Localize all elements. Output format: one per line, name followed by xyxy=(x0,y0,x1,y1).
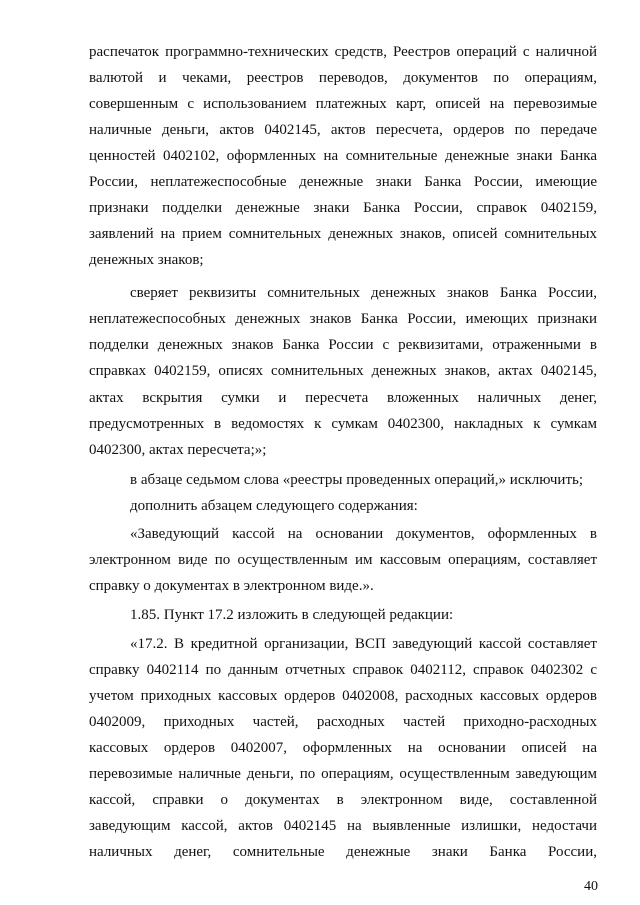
text-line: перевозимые наличные деньги, по операциям, осуществленным заведующим xyxy=(89,766,597,782)
text-line: ценностей 0402102, оформленных на сомнительные денежные знаки Банка xyxy=(89,148,597,164)
text-line: 1.85. Пункт 17.2 изложить в следующей редакции: xyxy=(130,607,454,623)
text-line: наличные деньги, актов 0402145, актов пересчета, ордеров по передаче xyxy=(89,122,597,138)
text-line: России, неплатежеспособные денежные знаки Банка России, имеющие xyxy=(89,174,597,190)
text-line: совершенным с использованием платежных карт, описей на перевозимые xyxy=(89,96,597,112)
text-line: валютой и чеками, реестров переводов, документов по операциям, xyxy=(89,70,597,86)
text-line: справках 0402159, описях сомнительных денежных знаков, актах 0402145, xyxy=(89,363,597,379)
text-line: заведующим кассой, актов 0402145 на выявленные излишки, недостачи xyxy=(89,818,597,834)
text-line: справку о документах в электронном виде.». xyxy=(89,578,374,594)
text-line: «Заведующий кассой на основании документов, оформленных в xyxy=(130,526,597,542)
text-line: «17.2. В кредитной организации, ВСП заведующий кассой составляет xyxy=(130,636,597,652)
text-line: наличных денег, сомнительные денежные знаки Банка России, xyxy=(89,844,597,860)
text-line: предусмотренных в ведомостях к сумкам 0402300, накладных к сумкам xyxy=(89,416,597,432)
text-line: кассовых ордеров 0402007, оформленных на основании описей на xyxy=(89,740,597,756)
text-line: подделки денежных знаков Банка России с реквизитами, отраженными в xyxy=(89,337,597,353)
text-line: неплатежеспособных денежных знаков Банка России, имеющих признаки xyxy=(89,311,597,327)
text-line: кассой, справки о документах в электронном виде, составленной xyxy=(89,792,597,808)
text-line: в абзаце седьмом слова «реестры проведенных операций,» исключить; xyxy=(130,472,584,488)
text-line: актах вскрытия сумки и пересчета вложенных наличных денег, xyxy=(89,390,597,406)
text-line: заявлений на прием сомнительных денежных знаков, описей сомнительных xyxy=(89,226,597,242)
text-line: 0402300, актах пересчета;»; xyxy=(89,442,267,458)
text-line: электронном виде по осуществленным им кассовым операциям, составляет xyxy=(89,552,597,568)
text-line: сверяет реквизиты сомнительных денежных знаков Банка России, xyxy=(130,285,597,301)
text-line: справку 0402114 по данным отчетных справок 0402112, справок 0402302 с xyxy=(89,662,597,678)
text-line: 0402009, приходных частей, расходных частей приходно-расходных xyxy=(89,714,597,730)
text-line: распечаток программно-технических средств, Реестров операций с наличной xyxy=(89,44,597,60)
text-line: денежных знаков; xyxy=(89,252,204,268)
text-line: дополнить абзацем следующего содержания: xyxy=(130,498,418,514)
text-line: признаки подделки денежные знаки Банка России, справок 0402159, xyxy=(89,200,597,216)
page-number: 40 xyxy=(584,879,598,894)
text-line: учетом приходных кассовых ордеров 0402008, расходных кассовых ордеров xyxy=(89,688,597,704)
